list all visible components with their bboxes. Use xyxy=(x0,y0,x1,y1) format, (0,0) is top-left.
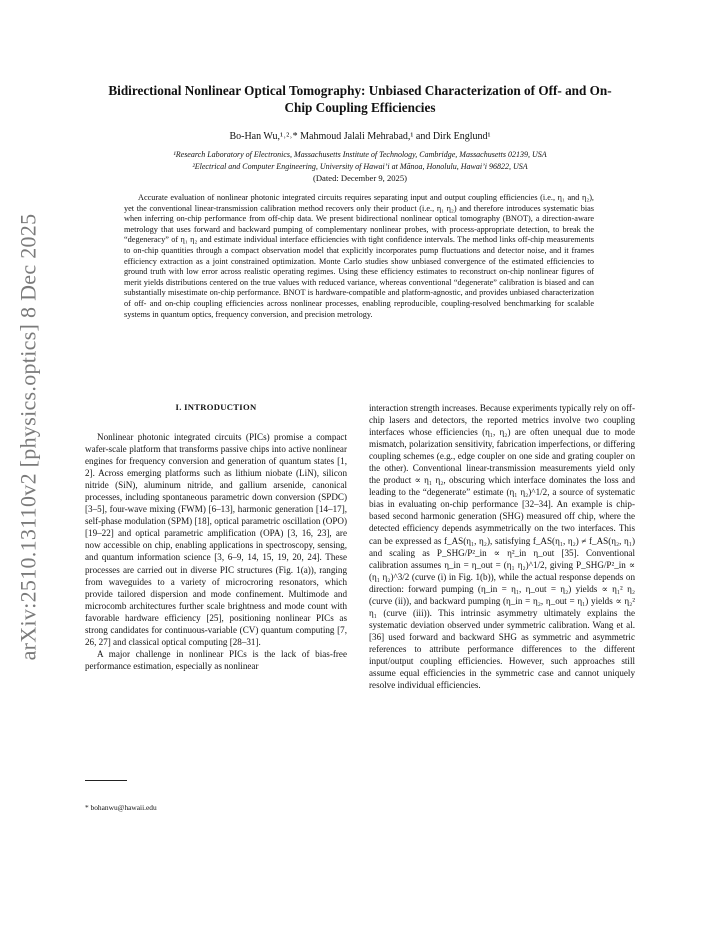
left-column xyxy=(85,431,347,672)
arxiv-identifier-text: arXiv:2510.13110v2 [physics.optics] 8 Dec 2025 xyxy=(15,213,40,661)
intro-paragraph-continued: interaction strength increases. Because experiments typically rely on off-chip lasers and detectors, the reported metrics involve two coupling interfaces whose efficiencies (η₁, η₂) are often unequal due to mode mismatch, polarization sensitivity, fabrication imperfections, or differing coupling schemes (e.g., edge coupler on one side and grating coupler on the other). Conventional linear-transmission measurements yield only the product ∝ η₁ η₂, obscuring which interface dominates the loss and leading to the “degenerate” estimate (η₁ η₂)^1/2, a source of systematic bias in evaluating on-chip performance [32–34]. An example is chip-based second harmonic generation (SHG) measured off chip, where the detected efficiency depends asymmetrically on the two interfaces. This can be expressed as f_AS(η₁, η₂), satisfying f_AS(η₁, η₂) ≠ f_AS(η₂, η₁) and scaling as P_SHG/P²_in ∝ η²_in η_out [35]. Conventional calibration assumes η_in = η_out = (η₁ η₂)^1/2, giving P_SHG/P²_in ∝ (η₁ η₂)^3/2 (curve (i) in Fig. 1(b)), while the actual response depends on direction: forward pumping (η_in = η₁, η_out = η₂) yields ∝ η₁² η₂ (curve (ii)), and backward pumping (η_in = η₂, η_out = η₁) yields ∝ η₂² η₁ (curve (iii)). This intrinsic asymmetry ultimately explains the systematic deviation observed under symmetric calibration. Wang et al. [36] used forward and backward SHG as symmetric and asymmetric references to attribute performance differences to the different input/output coupling efficiencies. However, such approaches still assume equal efficiencies in the symmetric case and cannot uniquely resolve individual efficiencies. xyxy=(369,403,635,691)
intro-paragraph-2: A major challenge in nonlinear PICs is the lack of bias-free performance estimation, especially as nonlinear xyxy=(85,648,347,671)
right-column xyxy=(369,402,635,691)
author-list: Bo-Han Wu,¹˒²˒* Mahmoud Jalali Mehrabad,¹ and Dirk Englund¹ xyxy=(229,131,491,142)
footnote-divider xyxy=(85,780,127,781)
paper-title: Bidirectional Nonlinear Optical Tomography: Unbiased Characterization of Off- and On-Chip Coupling Efficiencies xyxy=(108,83,612,115)
intro-paragraph-1: Nonlinear photonic integrated circuits (PICs) promise a compact wafer-scale platform that transforms passive chips into active nonlinear engines for frequency conversion and generation of quantum states [1, 2]. Across emerging platforms such as lithium niobate (LiN), silicon nitride (SiN), aluminum nitride, and gallium arsenide, canonical processes, including spontaneous parametric down conversion (SPDC) [3–5], four-wave mixing (FWM) [6–13], harmonic generation [14–17], self-phase modulation (SPM) [18], optical parametric oscillation (OPO) [19–22] and optical parametric amplification (OPA) [3, 16, 23], are now accessible on chip, enabling applications in spectroscopy, sensing, and quantum information science [3, 6–9, 14, 15, 19, 20, 24]. These processes are carried out in diverse PIC structures (Fig. 1(a)), ranging from waveguides to a variety of microcroring resonators, which provide tailored dispersion and mode confinement. Multimode and microcomb architectures further scale brightness and mode count with favorable hardware efficiency [25], positioning nonlinear PICs as strong candidates for continuous-variable (CV) quantum computing [7, 26, 27] and classical optical computing [28–31]. xyxy=(85,432,347,647)
affiliation-2: ²Electrical and Computer Engineering, University of Hawai’i at Mānoa, Honolulu, Hawai’i 96822, USA xyxy=(192,162,528,171)
abstract: Accurate evaluation of nonlinear photonic integrated circuits requires separating input and output coupling efficiencies (i.e., η₁ and η₂), yet the conventional linear-transmission calibration method recovers only their product (i.e., η₁ η₂) and therefore introduces systematic bias when inferring on-chip performance from off-chip data. We present bidirectional nonlinear optical tomography (BNOT), a direction-aware metrology that uses forward and backward pumping of complementary nonlinear probes, with process-appropriate detection, to break the “degeneracy” of η₁ η₂ and estimate individual interface efficiencies with tight confidence intervals. The method links off-chip measurements to on-chip quantities through a compact observation model that explicitly incorporates pump fluctuations and detector noise, and it frames efficiency extraction as a joint constrained optimization. Monte Carlo studies show unbiased convergence of the estimated efficiencies to ground truth with low error across realistic operating regimes. Using these efficiency estimates to reconstruct on-chip nonlinear figures of merit yields distributions centered on the true values with reduced variance, whereas conventional “degenerate” calibration is biased and can substantially misestimate on-chip performance. BNOT is hardware-compatible and platform-agnostic, and provides unbiased characterization of off- and on-chip coupling efficiencies across nonlinear processes, enabling reproducible, coupling-resolved benchmarking for scalable systems in quantum optics, frequency conversion, and precision metrology. xyxy=(124,193,594,319)
date-line: (Dated: December 9, 2025) xyxy=(312,173,407,183)
section-heading-introduction: I. INTRODUCTION xyxy=(175,402,257,412)
footnote-email: * bohanwu@hawaii.edu xyxy=(85,803,157,812)
arxiv-identifier xyxy=(8,213,48,661)
affiliation-1: ¹Research Laboratory of Electronics, Massachusetts Institute of Technology, Cambridge, Massachusetts 02139, USA xyxy=(173,150,547,159)
